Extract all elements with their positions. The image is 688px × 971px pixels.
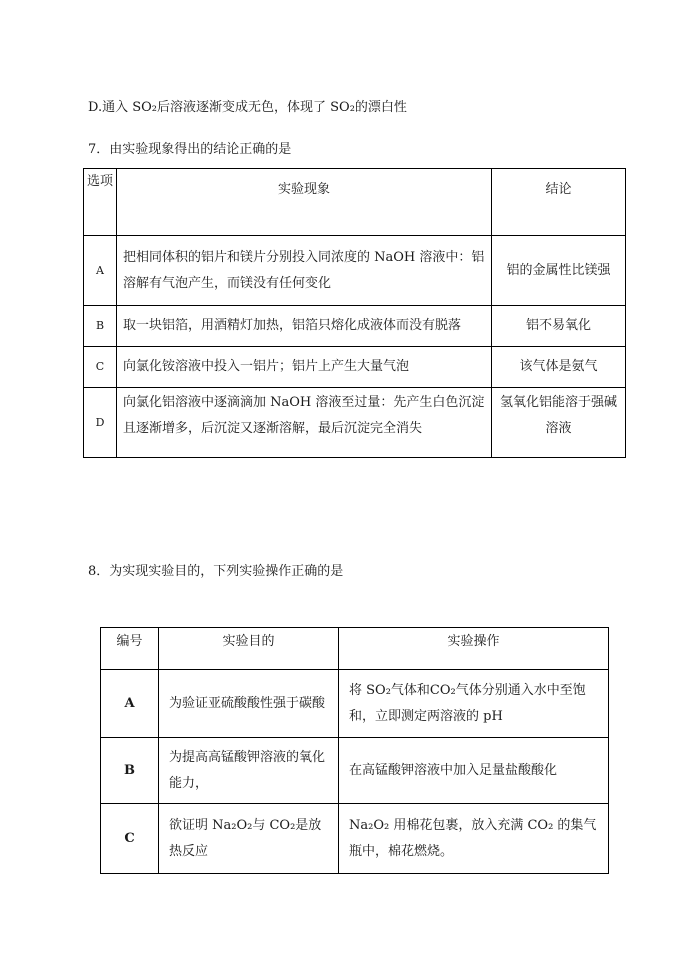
table-row [84,388,626,458]
header-operation: 实验操作 [339,628,609,670]
row-operation: 在高锰酸钾溶液中加入足量盐酸酸化 [339,738,609,804]
row-option: A [84,236,117,306]
header-conclusion: 结论 [492,169,626,236]
row-conclusion: 该气体是氨气 [492,347,626,388]
row-phenomenon: 向氯化铝溶液中逐滴滴加 NaOH 溶液至过量：先产生白色沉淀且逐渐增多，后沉淀又逐渐溶解，最后沉淀完全消失 [117,388,492,458]
question-7-table [83,168,626,458]
row-purpose: 为提高高锰酸钾溶液的氧化能力， [159,738,339,804]
table-row [84,306,626,347]
table-row [84,347,626,388]
question-7-title: 7．由实验现象得出的结论正确的是 [88,142,292,157]
row-purpose: 为验证亚硫酸酸性强于碳酸 [159,670,339,738]
row-phenomenon: 取一块铝箔，用酒精灯加热，铝箔只熔化成液体而没有脱落 [117,306,492,347]
table-header-row [101,628,609,670]
row-conclusion: 铝的金属性比镁强 [492,236,626,306]
row-operation: 将 SO₂气体和CO₂气体分别通入水中至饱和，立即测定两溶液的 pH [339,670,609,738]
row-option: D [84,388,117,458]
header-id: 编号 [101,628,159,670]
table-header-row [84,169,626,236]
option-d-statement: D.通入 SO₂后溶液逐渐变成无色，体现了 SO₂的漂白性 [88,100,407,115]
row-operation: Na₂O₂ 用棉花包裹，放入充满 CO₂ 的集气瓶中，棉花燃烧。 [339,804,609,874]
header-option: 选项 [84,169,117,236]
question-8-title: 8．为实现实验目的，下列实验操作正确的是 [88,564,344,579]
table-row [101,804,609,874]
question-8-table [100,627,609,874]
row-phenomenon: 把相同体积的铝片和镁片分别投入同浓度的 NaOH 溶液中：铝溶解有气泡产生，而镁没有任何变化 [117,236,492,306]
table-row [101,738,609,804]
row-conclusion: 氢氧化铝能溶于强碱溶液 [492,388,626,458]
header-purpose: 实验目的 [159,628,339,670]
row-id: A [101,670,159,738]
header-phenomenon: 实验现象 [117,169,492,236]
row-purpose: 欲证明 Na₂O₂与 CO₂是放热反应 [159,804,339,874]
row-option: B [84,306,117,347]
row-id: B [101,738,159,804]
table-row [84,236,626,306]
row-conclusion: 铝不易氧化 [492,306,626,347]
table-row [101,670,609,738]
row-option: C [84,347,117,388]
row-phenomenon: 向氯化铵溶液中投入一铝片；铝片上产生大量气泡 [117,347,492,388]
row-id: C [101,804,159,874]
